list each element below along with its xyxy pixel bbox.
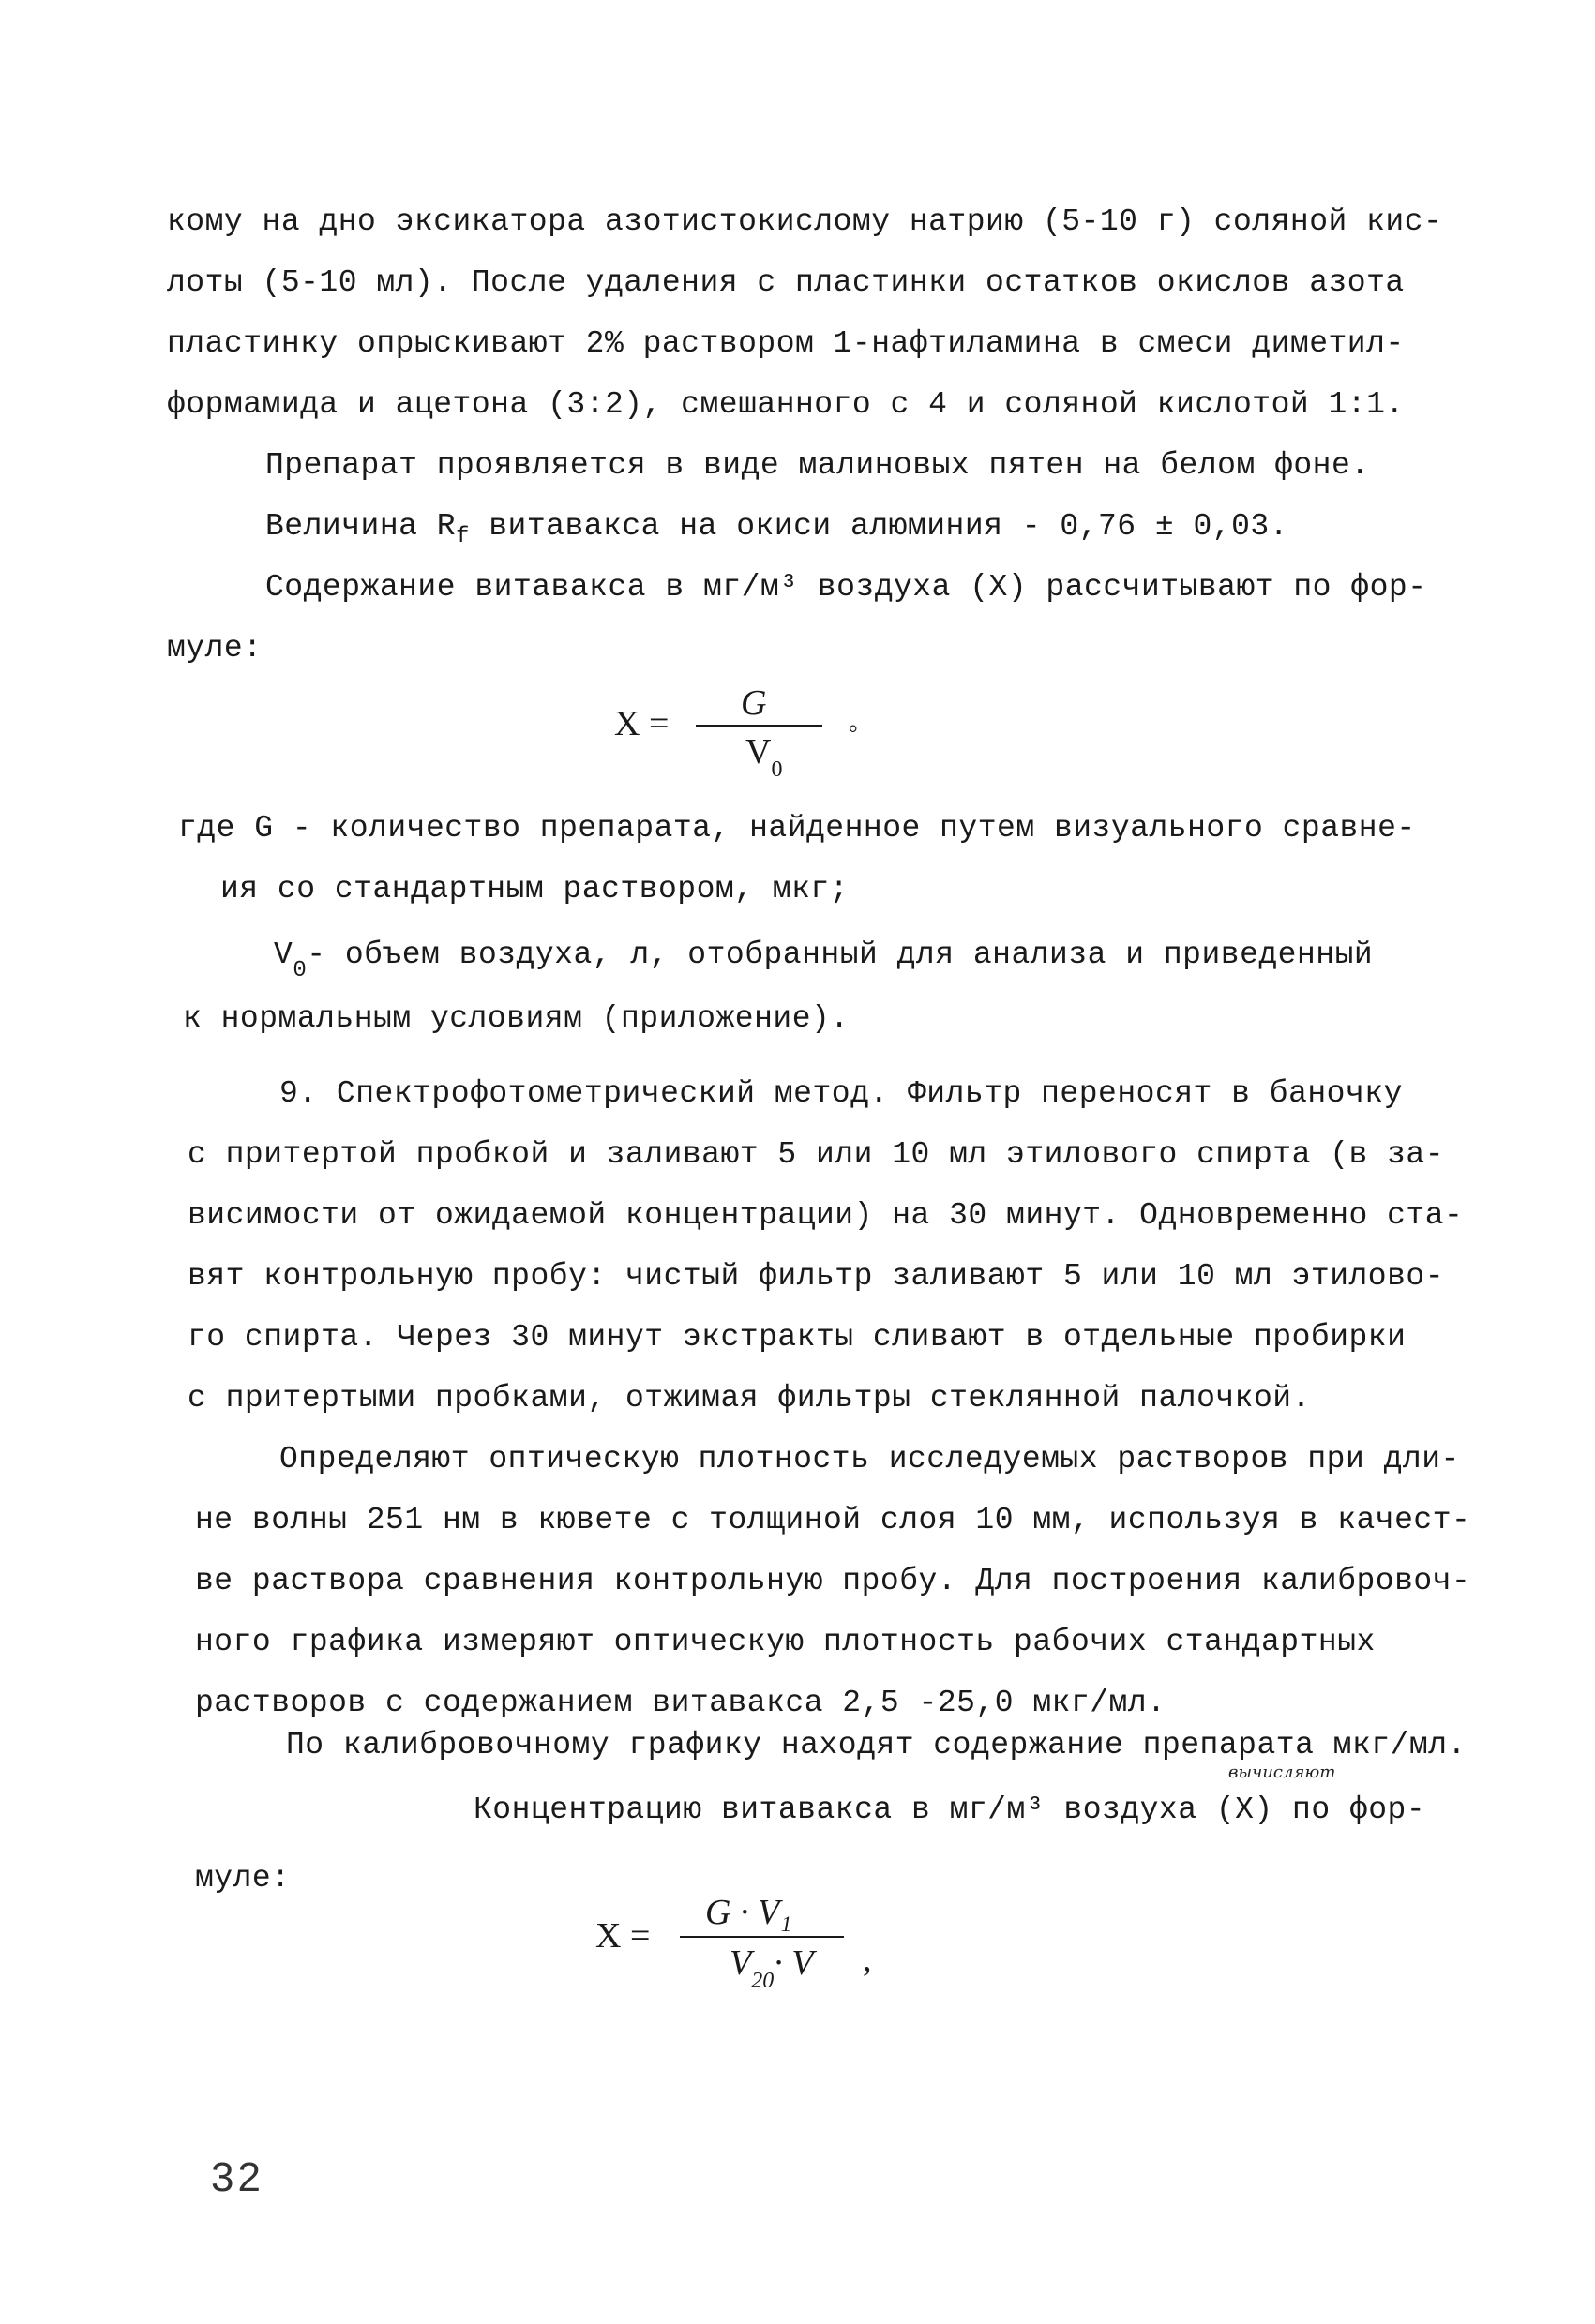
text-line: к нормальным условиям (приложение). [183,1001,850,1036]
text-line: вят контрольную пробу: чистый фильтр заливают 5 или 10 мл этилово- [188,1259,1445,1294]
text-line: кому на дно эксикатора азотистокислому натрию (5-10 г) соляной кис- [167,204,1443,239]
formula-denominator: $V_0$ [745,732,783,782]
text-line: растворов с содержанием витавакса 2,5 -25,0 мкг/мл. [195,1686,1166,1720]
rf-prefix: Величина R [265,509,457,544]
text-line: ного графика измеряют оптическую плотность рабочих стандартных [195,1625,1376,1659]
text-line: не волны 251 нм в кювете с толщиной слоя 10 мм, используя в качест- [195,1503,1471,1537]
text-line: с притертой пробкой и заливают 5 или 10 мл этилового спирта (в за- [188,1137,1445,1172]
formula-trailing-mark: ° [849,722,858,746]
text-line: ия со стандартным раствором, мкг; [220,872,850,907]
text-line: муле: [195,1861,291,1896]
text-line: пластинку опрыскивают 2% раствором 1-нафтиламина в смеси диметил- [167,326,1405,361]
text-line: формамида и ацетона (3:2), смешанного с 4 и соляной кислотой 1:1. [167,387,1405,422]
text-line: Содержание витавакса в мг/м³ воздуха (X) рассчитывают по фор- [265,570,1427,605]
text-line: висимости от ожидаемой концентрации) на 30 минут. Одновременно ста- [188,1198,1464,1233]
page-number: 32 [211,2154,264,2200]
text-line: 9. Спектрофотометрический метод. Фильтр переносят в баночку [279,1076,1403,1111]
handwritten-note: вычисляют [1228,1762,1336,1782]
fraction-bar [696,725,822,727]
text-line: лоты (5-10 мл). После удаления с пластинки остатков окислов азота [167,265,1405,300]
rf-subscript: f [456,524,470,549]
text-line [265,509,1288,549]
formula-numerator: G · V₁ [705,1893,792,1932]
rf-suffix: витавакса на окиси алюминия - 0,76 ± 0,03. [469,509,1288,544]
text-line: муле: [167,631,263,666]
text-line: ве раствора сравнения контрольную пробу. Для построения калибровоч- [195,1564,1471,1598]
text-line: По калибровочному графику находят содержание препарата мкг/мл. [286,1728,1467,1762]
text-line: где G - количество препарата, найденное путем визуального сравне- [178,811,1416,846]
formula-numerator: G [741,683,767,723]
text-line: Определяют оптическую плотность исследуемых растворов при дли- [279,1442,1460,1477]
text-line: Препарат проявляется в виде малиновых пятен на белом фоне. [265,448,1370,483]
formula-trailing-mark: , [863,1940,872,1979]
text-line: го спирта. Через 30 минут экстракты сливают в отдельные пробирки [188,1320,1407,1355]
text-line: с притертыми пробками, отжимая фильтры стеклянной палочкой. [188,1381,1311,1416]
formula-lhs: X = [595,1916,651,1956]
formula-denominator: $V_{20}\cdot V$ [730,1943,814,1993]
text-line: Концентрацию витавакса в мг/м³ воздуха (X) по фор- [474,1792,1426,1827]
fraction-bar [680,1936,844,1938]
formula-lhs: X = [614,704,670,743]
text-line: $V_0-$ объем воздуха, л, отобранный для анализа и приведенный [274,937,1374,983]
